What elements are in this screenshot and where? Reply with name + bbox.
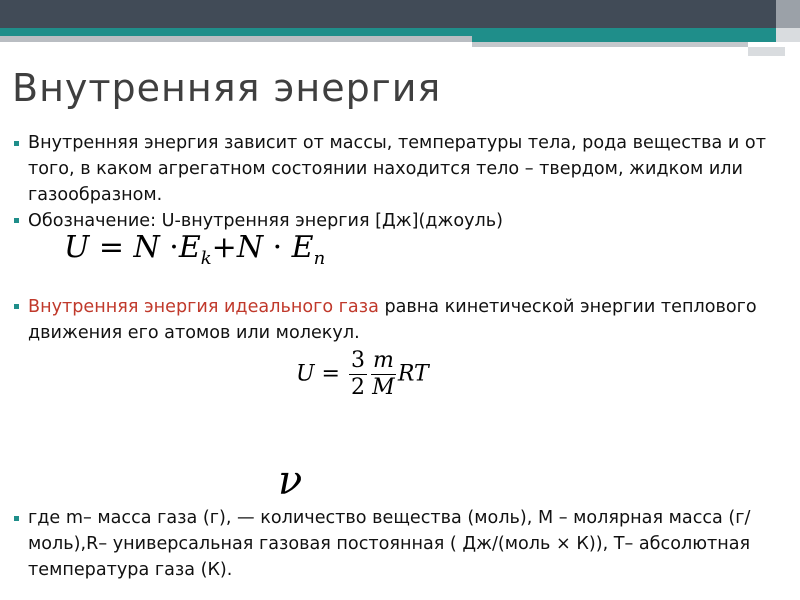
bullet-2 <box>14 218 19 223</box>
nu-symbol: ν <box>278 458 303 504</box>
header-dark-bar <box>0 0 800 28</box>
bullet-3 <box>14 304 19 309</box>
header-strip-right <box>748 47 785 56</box>
paragraph-dependence: Внутренняя энергия зависит от массы, температуры тела, рода вещества и от того, в каком агрегатном состоянии находится тело – твердом, жидком или газообразном. <box>28 133 766 205</box>
slide-title: Внутренняя энергия <box>12 66 442 110</box>
fraction-m-over-M: $\frac{m}{M}$ <box>372 348 395 400</box>
fraction-three-halves: $\frac{3}{2}$ <box>350 348 365 400</box>
bullet-1 <box>14 141 19 146</box>
paragraph-notation: Обозначение: U-внутренняя энергия [Дж](джоуль) <box>28 211 503 231</box>
header-strip-left <box>0 36 472 42</box>
header-square-bottom <box>776 28 800 42</box>
bullet-4 <box>14 516 19 521</box>
formula-internal-energy: $U = N \cdot E_k+N \cdot E_n$ <box>64 230 326 269</box>
formula-ideal-gas: U = $\frac{3}{2}$ $\frac{m}{M}$ RT <box>296 348 429 400</box>
paragraph-variables: где m– масса газа (г), — количество вещества (моль), М – молярная масса (г/моль),R– универсальная газовая постоянная ( Дж/(моль × К)), Т– абсолютная температура газа (К). <box>28 508 751 580</box>
ideal-gas-highlight: Внутренняя энергия идеального газа <box>28 297 379 317</box>
header-square-top <box>776 0 800 28</box>
header-strip-mid <box>472 42 748 47</box>
paragraph-ideal-gas: Внутренняя энергия идеального газа равна кинетической энергии теплового движения его атомов или молекул. <box>28 297 757 343</box>
